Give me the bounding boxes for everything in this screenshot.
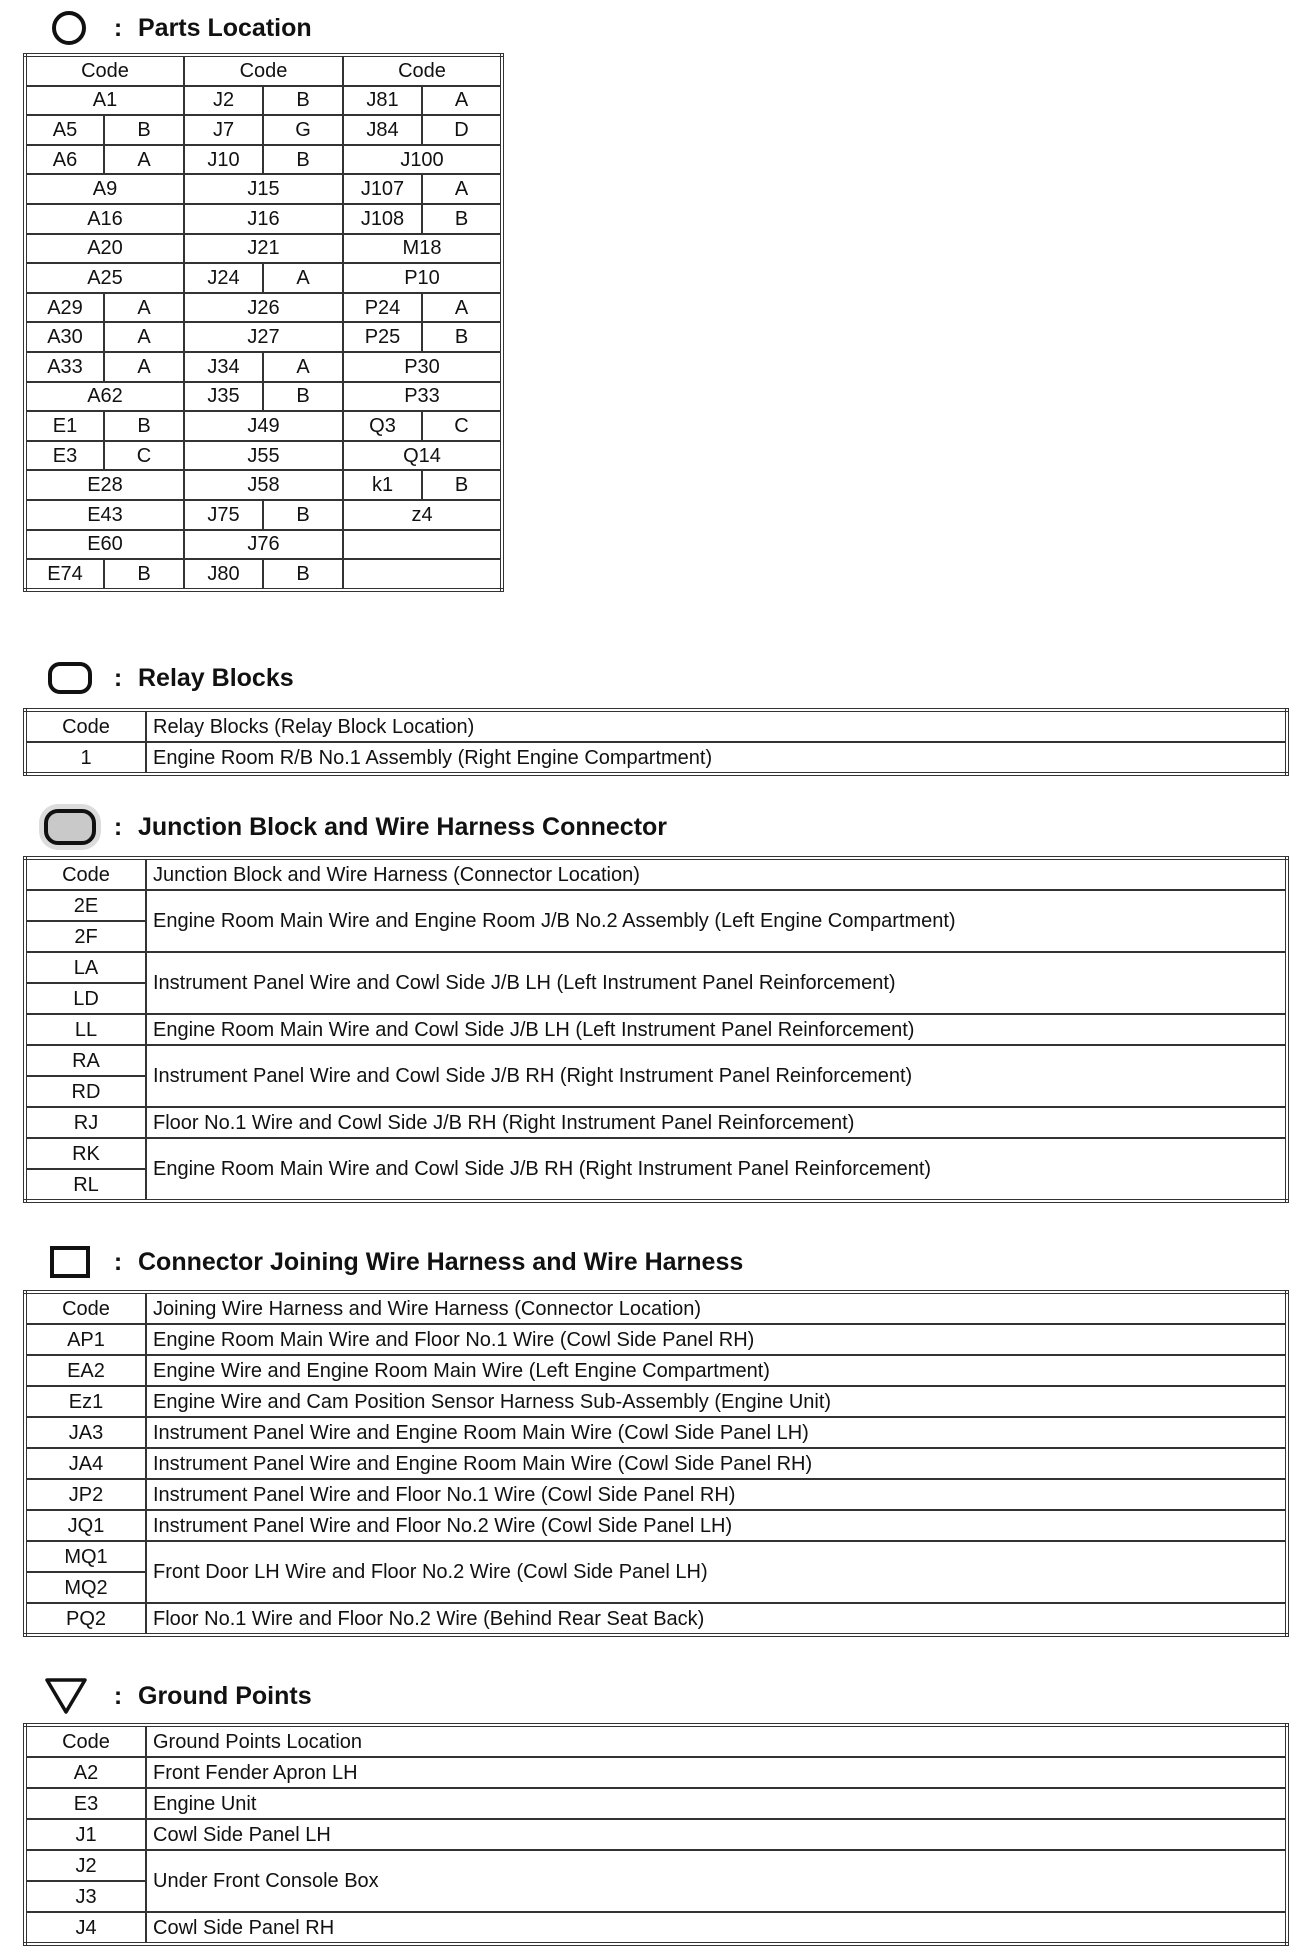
parts-cell: B <box>263 382 343 412</box>
parts-row <box>25 174 502 204</box>
location-header: Junction Block and Wire Harness (Connector Location) <box>146 858 1287 890</box>
circle-symbol-icon <box>44 8 104 48</box>
location-cell: Engine Unit <box>146 1788 1287 1819</box>
parts-row <box>25 204 502 234</box>
parts-cell: J49 <box>184 411 343 441</box>
parts-cell: J24 <box>184 263 263 293</box>
code-cell: 1 <box>25 742 146 774</box>
table-row <box>25 742 1287 774</box>
parts-row <box>25 322 502 352</box>
parts-cell: M18 <box>343 234 502 264</box>
code-cell: Ez1 <box>25 1386 146 1417</box>
table-row <box>25 1788 1287 1819</box>
parts-cell: B <box>263 559 343 590</box>
table-row <box>25 890 1287 921</box>
parts-cell: J58 <box>184 470 343 500</box>
code-cell: JQ1 <box>25 1510 146 1541</box>
parts-cell: J108 <box>343 204 422 234</box>
parts-cell: E60 <box>25 530 184 560</box>
parts-cell: k1 <box>343 470 422 500</box>
parts-cell: A30 <box>25 322 104 352</box>
code-cell: LD <box>25 983 146 1014</box>
code-cell: RA <box>25 1045 146 1076</box>
connector-joining-table <box>23 1290 1289 1637</box>
junction-block-title: Junction Block and Wire Harness Connector <box>138 812 668 841</box>
location-cell: Engine Room Main Wire and Engine Room J/B No.2 Assembly (Left Engine Compartment) <box>146 890 1287 952</box>
oval-symbol-icon <box>44 658 104 698</box>
parts-cell: P30 <box>343 352 502 382</box>
code-cell: J2 <box>25 1850 146 1881</box>
parts-cell: J27 <box>184 322 343 352</box>
parts-cell: A <box>104 145 184 175</box>
parts-cell: J84 <box>343 115 422 145</box>
location-header: Ground Points Location <box>146 1725 1287 1757</box>
parts-cell: E3 <box>25 441 104 471</box>
table-row <box>25 1541 1287 1572</box>
location-cell: Floor No.1 Wire and Cowl Side J/B RH (Right Instrument Panel Reinforcement) <box>146 1107 1287 1138</box>
parts-location-heading <box>44 8 312 48</box>
ground-points-table <box>23 1723 1289 1946</box>
parts-cell: J7 <box>184 115 263 145</box>
table-row <box>25 1386 1287 1417</box>
parts-cell: A5 <box>25 115 104 145</box>
parts-cell: P24 <box>343 293 422 323</box>
table-row <box>25 1138 1287 1169</box>
parts-row <box>25 86 502 116</box>
code-cell: J1 <box>25 1819 146 1850</box>
parts-cell: A <box>263 352 343 382</box>
parts-cell: J76 <box>184 530 343 560</box>
connector-joining-title: Connector Joining Wire Harness and Wire Harness <box>138 1247 744 1276</box>
parts-cell: B <box>263 86 343 116</box>
parts-cell: J107 <box>343 174 422 204</box>
parts-cell: A <box>263 263 343 293</box>
parts-row <box>25 559 502 590</box>
table-row <box>25 1912 1287 1944</box>
location-cell: Front Door LH Wire and Floor No.2 Wire (Cowl Side Panel LH) <box>146 1541 1287 1603</box>
location-cell: Floor No.1 Wire and Floor No.2 Wire (Behind Rear Seat Back) <box>146 1603 1287 1635</box>
parts-cell: J21 <box>184 234 343 264</box>
code-cell: JP2 <box>25 1479 146 1510</box>
code-cell: E3 <box>25 1788 146 1819</box>
table-row <box>25 952 1287 983</box>
location-cell: Front Fender Apron LH <box>146 1757 1287 1788</box>
parts-cell: A9 <box>25 174 184 204</box>
table-row <box>25 1014 1287 1045</box>
parts-cell: B <box>422 204 502 234</box>
parts-header-row <box>25 55 502 86</box>
table-row <box>25 1107 1287 1138</box>
parts-cell: B <box>422 322 502 352</box>
location-cell: Engine Room R/B No.1 Assembly (Right Engine Compartment) <box>146 742 1287 774</box>
junction-block-table <box>23 856 1289 1203</box>
parts-cell: B <box>263 145 343 175</box>
parts-cell: A <box>422 174 502 204</box>
parts-row <box>25 234 502 264</box>
location-cell: Cowl Side Panel LH <box>146 1819 1287 1850</box>
location-cell: Instrument Panel Wire and Cowl Side J/B RH (Right Instrument Panel Reinforcement) <box>146 1045 1287 1107</box>
code-header: Code <box>25 55 184 86</box>
code-cell: 2F <box>25 921 146 952</box>
location-cell: Instrument Panel Wire and Engine Room Main Wire (Cowl Side Panel RH) <box>146 1448 1287 1479</box>
table-row <box>25 1045 1287 1076</box>
parts-row <box>25 115 502 145</box>
parts-location-table <box>23 53 504 592</box>
parts-cell: J10 <box>184 145 263 175</box>
parts-cell: A29 <box>25 293 104 323</box>
parts-location-title: Parts Location <box>138 13 312 42</box>
code-cell: EA2 <box>25 1355 146 1386</box>
parts-cell: E43 <box>25 500 184 530</box>
location-cell: Under Front Console Box <box>146 1850 1287 1912</box>
code-cell: LL <box>25 1014 146 1045</box>
parts-cell: J81 <box>343 86 422 116</box>
parts-cell: B <box>104 411 184 441</box>
parts-cell: A <box>104 352 184 382</box>
location-cell: Engine Wire and Cam Position Sensor Harness Sub-Assembly (Engine Unit) <box>146 1386 1287 1417</box>
code-header: Code <box>25 858 146 890</box>
code-cell: JA4 <box>25 1448 146 1479</box>
table-header-row <box>25 710 1287 742</box>
parts-cell: E1 <box>25 411 104 441</box>
parts-cell: J100 <box>343 145 502 175</box>
code-cell: AP1 <box>25 1324 146 1355</box>
connector-joining-heading <box>44 1242 743 1282</box>
parts-cell <box>343 530 502 560</box>
code-cell: RL <box>25 1169 146 1201</box>
table-row <box>25 1819 1287 1850</box>
table-row <box>25 1757 1287 1788</box>
code-cell: MQ1 <box>25 1541 146 1572</box>
code-cell: JA3 <box>25 1417 146 1448</box>
parts-cell: P10 <box>343 263 502 293</box>
ground-points-title: Ground Points <box>138 1681 312 1710</box>
location-cell: Engine Room Main Wire and Cowl Side J/B RH (Right Instrument Panel Reinforcement) <box>146 1138 1287 1201</box>
parts-row <box>25 441 502 471</box>
parts-cell: J15 <box>184 174 343 204</box>
parts-row <box>25 411 502 441</box>
parts-cell: C <box>104 441 184 471</box>
parts-cell: A <box>422 86 502 116</box>
code-header: Code <box>25 1292 146 1324</box>
parts-cell: Q3 <box>343 411 422 441</box>
location-header: Joining Wire Harness and Wire Harness (Connector Location) <box>146 1292 1287 1324</box>
parts-cell: E28 <box>25 470 184 500</box>
code-header: Code <box>25 710 146 742</box>
parts-cell: J35 <box>184 382 263 412</box>
code-cell: RK <box>25 1138 146 1169</box>
location-cell: Engine Wire and Engine Room Main Wire (Left Engine Compartment) <box>146 1355 1287 1386</box>
heading-colon: : <box>113 13 123 42</box>
parts-row <box>25 500 502 530</box>
parts-cell: A <box>104 293 184 323</box>
parts-cell: A16 <box>25 204 184 234</box>
location-cell: Engine Room Main Wire and Cowl Side J/B LH (Left Instrument Panel Reinforcement) <box>146 1014 1287 1045</box>
relay-blocks-title: Relay Blocks <box>138 663 294 692</box>
code-cell: A2 <box>25 1757 146 1788</box>
parts-cell: A <box>104 322 184 352</box>
table-row <box>25 1417 1287 1448</box>
table-row <box>25 1510 1287 1541</box>
parts-cell: B <box>104 115 184 145</box>
code-cell: LA <box>25 952 146 983</box>
code-cell: RJ <box>25 1107 146 1138</box>
junction-block-heading <box>44 807 667 847</box>
code-header: Code <box>25 1725 146 1757</box>
location-cell: Cowl Side Panel RH <box>146 1912 1287 1944</box>
location-header: Relay Blocks (Relay Block Location) <box>146 710 1287 742</box>
table-row <box>25 1603 1287 1635</box>
parts-cell: G <box>263 115 343 145</box>
parts-cell: E74 <box>25 559 104 590</box>
parts-cell: D <box>422 115 502 145</box>
parts-cell: P25 <box>343 322 422 352</box>
table-header-row <box>25 1725 1287 1757</box>
parts-cell: B <box>263 500 343 530</box>
code-cell: J3 <box>25 1881 146 1912</box>
table-row <box>25 1355 1287 1386</box>
parts-cell: J80 <box>184 559 263 590</box>
parts-cell: A <box>422 293 502 323</box>
parts-row <box>25 145 502 175</box>
heading-colon: : <box>113 1681 123 1710</box>
parts-cell: J75 <box>184 500 263 530</box>
parts-cell <box>343 559 502 590</box>
table-header-row <box>25 858 1287 890</box>
parts-cell: B <box>422 470 502 500</box>
parts-cell: A33 <box>25 352 104 382</box>
table-row <box>25 1448 1287 1479</box>
ground-points-heading <box>44 1676 312 1716</box>
heading-colon: : <box>113 1247 123 1276</box>
relay-blocks-table <box>23 708 1289 776</box>
parts-cell: J16 <box>184 204 343 234</box>
parts-cell: P33 <box>343 382 502 412</box>
code-cell: J4 <box>25 1912 146 1944</box>
table-row <box>25 1479 1287 1510</box>
code-cell: PQ2 <box>25 1603 146 1635</box>
location-cell: Instrument Panel Wire and Floor No.1 Wire (Cowl Side Panel RH) <box>146 1479 1287 1510</box>
parts-cell: A6 <box>25 145 104 175</box>
code-header: Code <box>184 55 343 86</box>
code-header: Code <box>343 55 502 86</box>
parts-cell: A1 <box>25 86 184 116</box>
relay-blocks-heading <box>44 658 294 698</box>
triangle-symbol-icon <box>44 1676 104 1716</box>
code-cell: MQ2 <box>25 1572 146 1603</box>
parts-row <box>25 470 502 500</box>
parts-cell: A25 <box>25 263 184 293</box>
code-cell: RD <box>25 1076 146 1107</box>
location-cell: Instrument Panel Wire and Engine Room Main Wire (Cowl Side Panel LH) <box>146 1417 1287 1448</box>
parts-cell: B <box>104 559 184 590</box>
location-cell: Instrument Panel Wire and Floor No.2 Wire (Cowl Side Panel LH) <box>146 1510 1287 1541</box>
code-cell: 2E <box>25 890 146 921</box>
table-header-row <box>25 1292 1287 1324</box>
heading-colon: : <box>113 812 123 841</box>
parts-cell: Q14 <box>343 441 502 471</box>
parts-row <box>25 293 502 323</box>
parts-cell: C <box>422 411 502 441</box>
parts-row <box>25 263 502 293</box>
parts-row <box>25 530 502 560</box>
location-cell: Instrument Panel Wire and Cowl Side J/B LH (Left Instrument Panel Reinforcement) <box>146 952 1287 1014</box>
parts-cell: A62 <box>25 382 184 412</box>
heading-colon: : <box>113 663 123 692</box>
parts-cell: A20 <box>25 234 184 264</box>
table-row <box>25 1324 1287 1355</box>
parts-cell: J26 <box>184 293 343 323</box>
table-row <box>25 1850 1287 1881</box>
parts-cell: J2 <box>184 86 263 116</box>
square-symbol-icon <box>44 1242 104 1282</box>
parts-row <box>25 382 502 412</box>
location-cell: Engine Room Main Wire and Floor No.1 Wire (Cowl Side Panel RH) <box>146 1324 1287 1355</box>
parts-row <box>25 352 502 382</box>
parts-cell: z4 <box>343 500 502 530</box>
parts-cell: J34 <box>184 352 263 382</box>
shaded-oval-symbol-icon <box>44 807 104 847</box>
parts-cell: J55 <box>184 441 343 471</box>
